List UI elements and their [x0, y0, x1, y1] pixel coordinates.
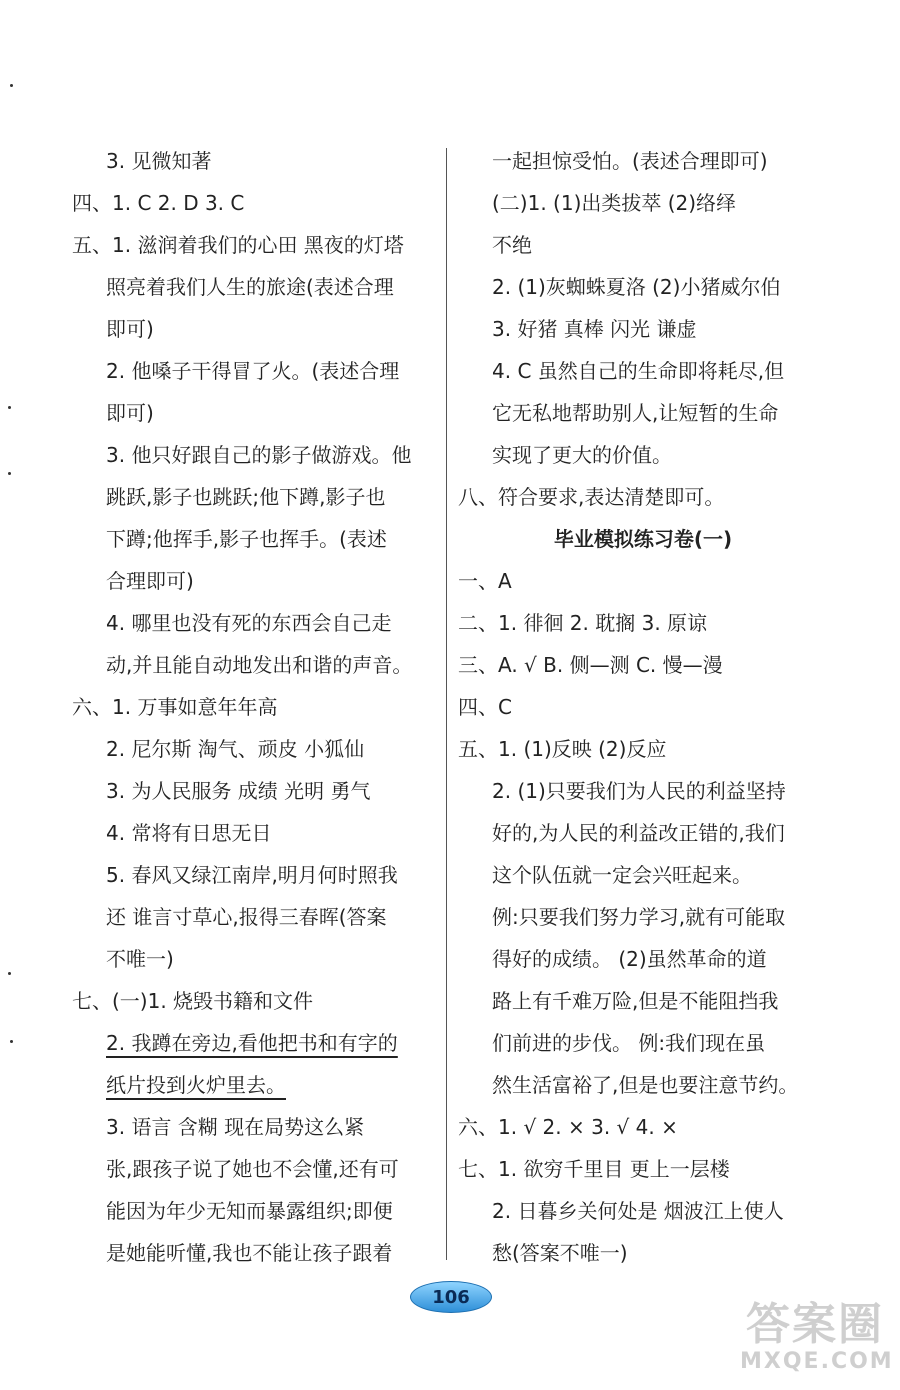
line-text: 然生活富裕了,但是也要注意节约。 [492, 1073, 799, 1097]
left-answer-line [72, 980, 438, 1022]
line-text: 三、A. √ B. 侧—测 C. 慢—漫 [458, 653, 723, 677]
right-answer-line [458, 896, 828, 938]
right-answer-line [458, 728, 828, 770]
line-text: 得好的成绩。 (2)虽然革命的道 [492, 947, 767, 971]
line-text: 一起担惊受怕。(表述合理即可) [492, 149, 768, 173]
left-answer-line [72, 686, 438, 728]
line-text: 照亮着我们人生的旅途(表述合理 [106, 275, 394, 299]
line-text: 五、1. (1)反映 (2)反应 [458, 737, 667, 761]
line-text: 七、(一)1. 烧毁书籍和文件 [72, 989, 314, 1013]
line-text: 能因为年少无知而暴露组织;即便 [106, 1199, 393, 1223]
right-answer-line [458, 1106, 828, 1148]
watermark-title: 答案圈 [746, 1299, 884, 1350]
left-answer-line [72, 1148, 438, 1190]
right-answer-line [458, 1064, 828, 1106]
line-text: 是她能听懂,我也不能让孩子跟着 [106, 1241, 393, 1265]
left-answer-line [72, 1022, 438, 1064]
right-answer-line [458, 434, 828, 476]
line-text: 八、符合要求,表达清楚即可。 [458, 485, 725, 509]
line-text: 5. 春风又绿江南岸,明月何时照我 [106, 863, 398, 887]
line-text: 3. 为人民服务 成绩 光明 勇气 [106, 779, 371, 803]
right-answer-line [458, 476, 828, 518]
right-answer-line [458, 560, 828, 602]
left-answer-line [72, 518, 438, 560]
line-text: 动,并且能自动地发出和谐的声音。 [106, 653, 413, 677]
left-answer-line [72, 644, 438, 686]
right-answer-line [458, 644, 828, 686]
line-text: 五、1. 滋润着我们的心田 黑夜的灯塔 [72, 233, 404, 257]
left-answer-line [72, 728, 438, 770]
line-text: 4. 常将有日思无日 [106, 821, 272, 845]
line-text: 合理即可) [106, 569, 194, 593]
line-text: 2. 日暮乡关何处是 烟波江上使人 [492, 1199, 784, 1223]
right-answer-line [458, 602, 828, 644]
line-text: 3. 好猪 真棒 闪光 谦虚 [492, 317, 697, 341]
line-text: 2. (1)只要我们为人民的利益坚持 [492, 779, 786, 803]
line-text: 2. 我蹲在旁边,看他把书和有字的 [106, 1031, 398, 1055]
line-text: 跳跃,影子也跳跃;他下蹲,影子也 [106, 485, 386, 509]
scan-speck [8, 972, 11, 975]
scan-speck [8, 472, 11, 475]
right-answer-line [458, 980, 828, 1022]
right-answer-line [458, 350, 828, 392]
line-text: 它无私地帮助别人,让短暂的生命 [492, 401, 779, 425]
line-text: 还 谁言寸草心,报得三春晖(答案 [106, 905, 387, 929]
line-text: 4. C 虽然自己的生命即将耗尽,但 [492, 359, 785, 383]
left-answer-line [72, 854, 438, 896]
line-text: 这个队伍就一定会兴旺起来。 [492, 863, 752, 887]
left-answer-line [72, 938, 438, 980]
line-text: 纸片投到火炉里去。 [106, 1073, 286, 1097]
line-text: 一、A [458, 569, 512, 593]
right-answer-line [458, 686, 828, 728]
line-text: 愁(答案不唯一) [492, 1241, 628, 1265]
left-answer-line [72, 1232, 438, 1274]
left-answer-column [72, 140, 438, 1274]
right-answer-column [458, 140, 828, 1274]
watermark-logo [740, 1299, 894, 1380]
watermark-url: MXQE.COM [740, 1349, 894, 1374]
left-answer-line [72, 896, 438, 938]
line-text: 六、1. 万事如意年年高 [72, 695, 278, 719]
right-answer-line [458, 1190, 828, 1232]
left-answer-line [72, 560, 438, 602]
left-answer-line [72, 476, 438, 518]
line-text: 即可) [106, 317, 154, 341]
line-text: 3. 他只好跟自己的影子做游戏。他 [106, 443, 412, 467]
line-text: 例:只要我们努力学习,就有可能取 [492, 905, 786, 929]
scan-speck [10, 84, 13, 87]
left-answer-line [72, 770, 438, 812]
line-text: 即可) [106, 401, 154, 425]
right-answer-line [458, 1022, 828, 1064]
line-text: 实现了更大的价值。 [492, 443, 672, 467]
page-number-badge [410, 1281, 492, 1313]
left-answer-line [72, 224, 438, 266]
right-answer-line [458, 1232, 828, 1274]
right-answer-line [458, 1148, 828, 1190]
line-text: 路上有千难万险,但是不能阻挡我 [492, 989, 779, 1013]
left-answer-line [72, 434, 438, 476]
right-answer-line [458, 812, 828, 854]
left-answer-line [72, 1064, 438, 1106]
section-heading [458, 518, 828, 560]
right-answer-line [458, 938, 828, 980]
left-answer-line [72, 140, 438, 182]
line-text: 3. 见微知著 [106, 149, 212, 173]
right-answer-line [458, 182, 828, 224]
line-text: 六、1. √ 2. × 3. √ 4. × [458, 1115, 678, 1139]
line-text: 四、C [458, 695, 512, 719]
line-text: 2. 他嗓子干得冒了火。(表述合理 [106, 359, 400, 383]
line-text: 4. 哪里也没有死的东西会自己走 [106, 611, 392, 635]
right-answer-line [458, 854, 828, 896]
line-text: 张,跟孩子说了她也不会懂,还有可 [106, 1157, 399, 1181]
line-text: 不绝 [492, 233, 532, 257]
scan-speck [10, 1040, 13, 1043]
right-answer-line [458, 266, 828, 308]
left-answer-line [72, 392, 438, 434]
line-text: 好的,为人民的利益改正错的,我们 [492, 821, 785, 845]
left-answer-line [72, 1106, 438, 1148]
line-text: 3. 语言 含糊 现在局势这么紧 [106, 1115, 365, 1139]
line-text: 不唯一) [106, 947, 174, 971]
left-answer-line [72, 602, 438, 644]
line-text: 下蹲;他挥手,影子也挥手。(表述 [106, 527, 387, 551]
left-answer-line [72, 182, 438, 224]
right-answer-line [458, 224, 828, 266]
line-text: 2. (1)灰蜘蛛夏洛 (2)小猪威尔伯 [492, 275, 781, 299]
line-text: 们前进的步伐。 例:我们现在虽 [492, 1031, 766, 1055]
right-answer-line [458, 392, 828, 434]
line-text: 七、1. 欲穷千里目 更上一层楼 [458, 1157, 730, 1181]
left-answer-line [72, 812, 438, 854]
right-answer-line [458, 140, 828, 182]
left-answer-line [72, 266, 438, 308]
scan-speck [8, 406, 11, 409]
left-answer-line [72, 350, 438, 392]
line-text: (二)1. (1)出类拔萃 (2)络绎 [492, 191, 737, 215]
page-number: 106 [432, 1286, 470, 1308]
line-text: 四、1. C 2. D 3. C [72, 191, 245, 215]
line-text: 2. 尼尔斯 淘气、顽皮 小狐仙 [106, 737, 365, 761]
right-answer-line [458, 308, 828, 350]
right-answer-line [458, 770, 828, 812]
column-divider [446, 148, 447, 1260]
line-text: 二、1. 徘徊 2. 耽搁 3. 原谅 [458, 611, 708, 635]
line-text: 毕业模拟练习卷(一) [553, 527, 733, 551]
left-answer-line [72, 308, 438, 350]
left-answer-line [72, 1190, 438, 1232]
